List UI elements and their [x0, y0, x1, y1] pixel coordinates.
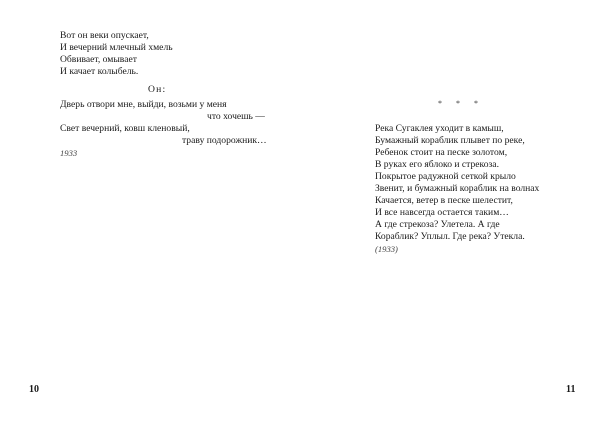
stanza-line: И вечерний млечный хмель [60, 42, 173, 53]
dialogue-line: траву подорожник… [182, 135, 267, 146]
poem-date: 1933 [60, 148, 78, 158]
poem-line: Покрытое радужной сеткой крыло [375, 171, 516, 182]
right-page [304, 0, 608, 436]
poem-line: И все навсегда остается таким… [375, 207, 509, 218]
poem-line: А где стрекоза? Улетела. А где [375, 219, 500, 230]
dialogue-line: что хочешь — [207, 111, 265, 122]
poem-line: В руках его яблоко и стрекоза. [375, 159, 499, 170]
stanza-line: Вот он веки опускает, [60, 30, 149, 41]
poem-line: Бумажный кораблик плывет по реке, [375, 135, 525, 146]
poem-line: Ребенок стоит на песке золотом, [375, 147, 508, 158]
stanza-line: Обвивает, омывает [60, 54, 137, 65]
section-separator: * * * [438, 99, 484, 108]
poem-line: Река Сугаклея уходит в камыш, [375, 123, 504, 134]
stanza-line: И качает колыбель. [60, 66, 139, 77]
poem-line: Качается, ветер в песке шелестит, [375, 195, 513, 206]
poem-date: (1933) [375, 244, 398, 254]
dialogue-line: Дверь отвори мне, выйди, возьми у меня [60, 99, 227, 110]
page-number: 10 [29, 384, 39, 395]
poem-line: Кораблик? Уплыл. Где река? Утекла. [375, 231, 525, 242]
poem-line: Звенит, и бумажный кораблик на волнах [375, 183, 540, 194]
page-number: 11 [566, 384, 576, 395]
dialogue-line: Свет вечерний, ковш кленовый, [60, 123, 190, 134]
speaker-label: Он: [148, 84, 167, 95]
